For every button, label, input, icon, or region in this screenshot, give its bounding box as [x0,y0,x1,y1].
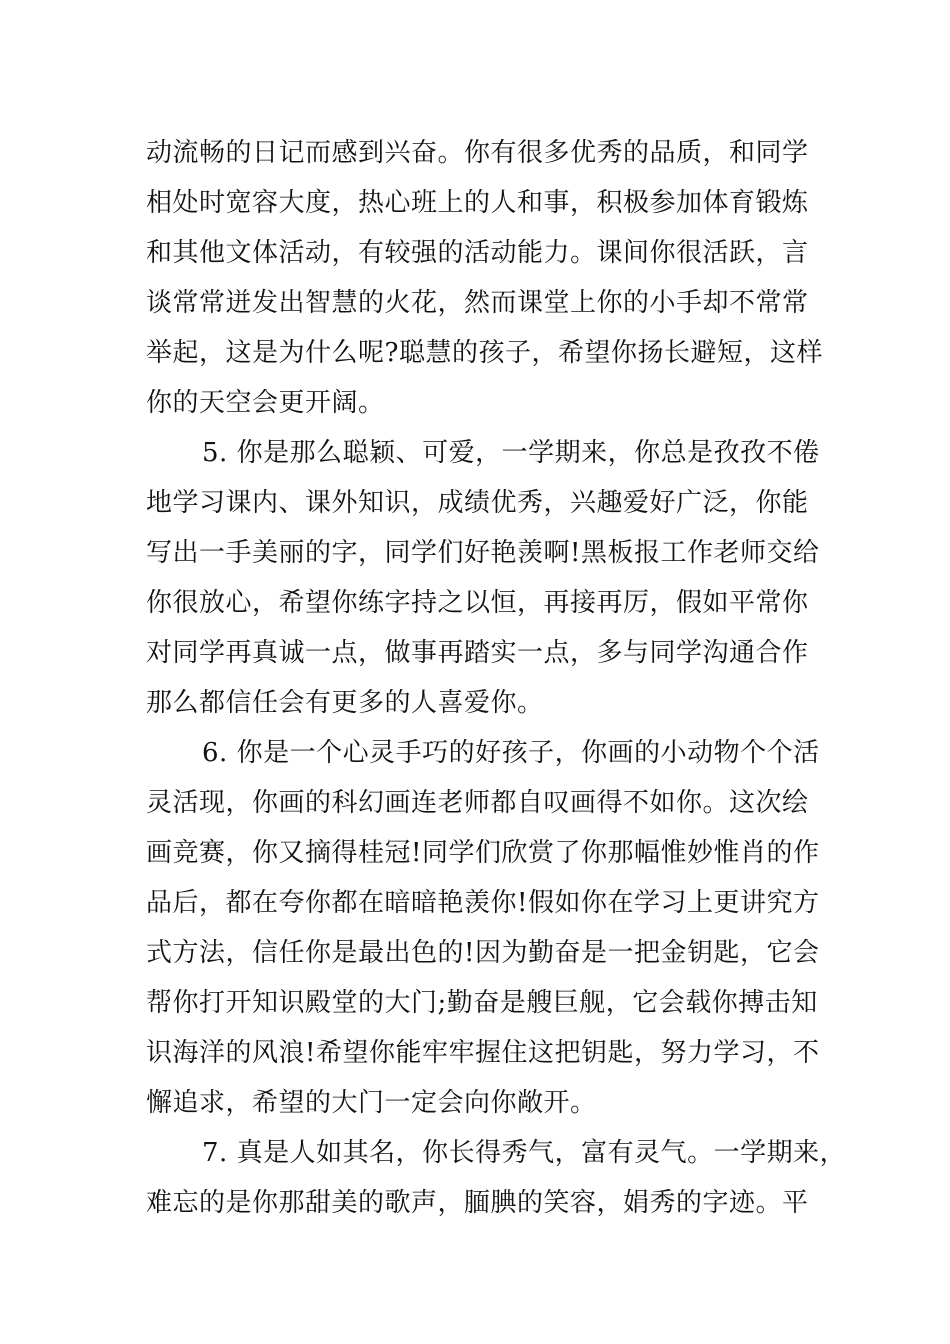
text-line: 你的天空会更开阔。 [146,388,385,418]
text-line: 谈常常迸发出智慧的火花，然而课堂上你的小手却不常常 [146,288,809,318]
text-line: 地学习课内、课外知识，成绩优秀，兴趣爱好广泛，你能 [146,488,809,518]
text-line: 懈追求，希望的大门一定会向你敞开。 [146,1088,597,1118]
text-line: 灵活现，你画的科幻画连老师都自叹画得不如你。这次绘 [146,788,809,818]
text-line: 写出一手美丽的字，同学们好艳羡啊!黑板报工作老师交给 [146,538,820,568]
paragraph-start-line: 7. 真是人如其名，你长得秀气，富有灵气。一学期来， [202,1138,847,1168]
text-line: 帮你打开知识殿堂的大门;勤奋是艘巨舰，它会载你搏击知 [146,988,818,1018]
text-line: 式方法，信任你是最出色的!因为勤奋是一把金钥匙，它会 [146,938,820,968]
text-line: 品后，都在夸你都在暗暗艳羡你!假如你在学习上更讲究方 [146,888,820,918]
text-line: 你很放心，希望你练字持之以恒，再接再厉，假如平常你 [146,588,809,618]
text-line: 动流畅的日记而感到兴奋。你有很多优秀的品质，和同学 [146,138,809,168]
text-line: 识海洋的风浪!希望你能牢牢握住这把钥匙，努力学习，不 [146,1038,820,1068]
paragraph-start-line: 5. 你是那么聪颖、可爱，一学期来，你总是孜孜不倦 [202,438,820,468]
paragraph-start-line: 6. 你是一个心灵手巧的好孩子，你画的小动物个个活 [202,738,820,768]
text-line: 对同学再真诚一点，做事再踏实一点，多与同学沟通合作 [146,638,809,668]
document-body [146,128,847,1228]
text-line: 相处时宽容大度，热心班上的人和事，积极参加体育锻炼 [146,188,809,218]
text-line: 难忘的是你那甜美的歌声，腼腆的笑容，娟秀的字迹。平 [146,1188,809,1218]
text-line: 举起，这是为什么呢?聪慧的孩子，希望你扬长避短，这样 [146,338,823,368]
text-line: 画竞赛，你又摘得桂冠!同学们欣赏了你那幅惟妙惟肖的作 [146,838,820,868]
text-line: 和其他文体活动，有较强的活动能力。课间你很活跃，言 [146,238,809,268]
text-line: 那么都信任会有更多的人喜爱你。 [146,688,544,718]
